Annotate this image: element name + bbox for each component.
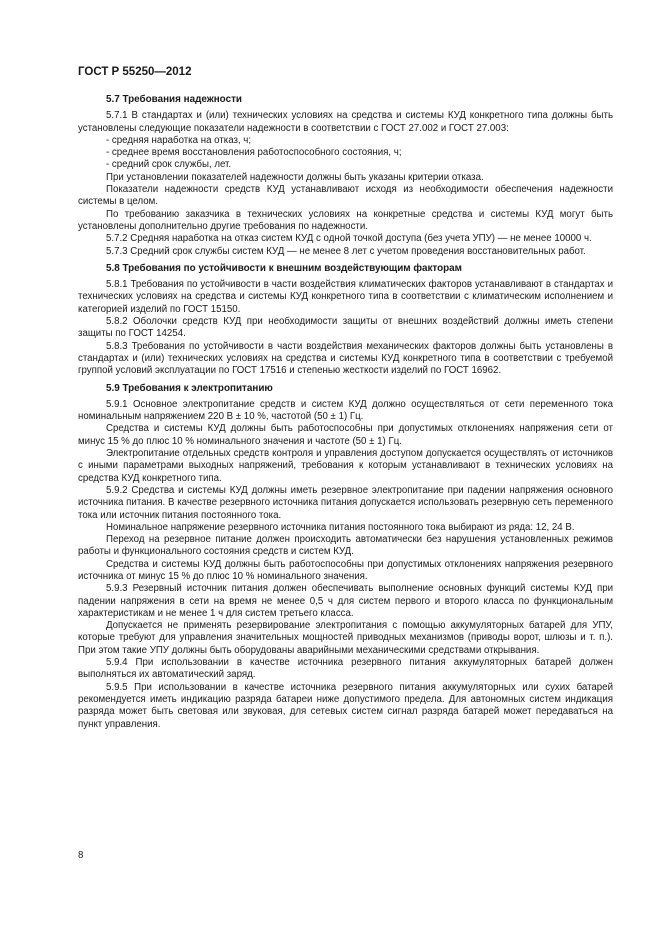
paragraph: Допускается не применять резервирование электропитания с помощью аккумуляторных батарей для УПУ, которые требуют для управления значительных мощностей приводных механизмов (приводы ворот, шлюзы и т. п.). При этом такие УПУ должны быть оборудованы аварийными механическими средствами открывания. [78,620,613,656]
list-item: - средний срок службы, лет. [106,159,232,171]
paragraph: 5.8.2 Оболочки средств КУД при необходимости защиты от внешних воздействий должны иметь степени защиты по ГОСТ 14254. [78,316,613,340]
paragraph: 5.8.1 Требования по устойчивости в части воздействия климатических факторов устанавливают в стандартах и технических условиях на средства и системы КУД конкретного типа в соответствии с климатическим исполнением и категорией изделий по ГОСТ 15150. [78,279,613,315]
page-number: 8 [78,850,84,861]
paragraph: 5.8.3 Требования по устойчивости в части воздействия механических факторов должны быть установлены в стандартах и (или) технических условиях на средства и системы КУД конкретного типа в соответствии с требуемой группой условий эксплуатации по ГОСТ 17516 и степенью жесткости изделий по ГОСТ 16962. [78,340,613,377]
paragraph: При установлении показателей надежности должны быть указаны критерии отказа. [106,171,484,183]
paragraph: Средства и системы КУД должны быть работоспособны при допустимых отклонениях напряжения резервного источника от минус 15 % до плюс 10 % номинального значения. [78,558,613,582]
section-heading-5-9: 5.9 Требования к электропитанию [106,382,273,394]
paragraph: По требованию заказчика в технических условиях на конкретные средства и системы КУД могут быть установлены дополнительно другие требования по надежности. [78,208,613,232]
paragraph: 5.7.3 Средний срок службы систем КУД — не менее 8 лет с учетом проведения восстановительных работ. [106,245,586,257]
paragraph: Электропитание отдельных средств контроля и управления доступом допускается осуществлять от источников с иными параметрами выходных напряжений, требования к которым устанавливают в технических условиях на средства КУД конкретного типа. [78,448,613,484]
paragraph: Показатели надежности средств КУД устанавливают исходя из необходимости обеспечения надежности системы в целом. [78,184,613,208]
paragraph: Переход на резервное питание должен происходить автоматически без нарушения установленных режимов работы и функционального состояния средств и систем КУД. [78,534,613,558]
paragraph: Номинальное напряжение резервного источника питания постоянного тока выбирают из ряда: 12, 24 В. [106,521,575,533]
section-heading-5-8: 5.8 Требования по устойчивости к внешним воздействующим факторам [106,262,462,274]
paragraph: 5.9.3 Резервный источник питания должен обеспечивать выполнение основных функций системы КУД при падении напряжения в сети на время не менее 0,5 ч для систем первого и второго класса по функциональным характеристикам и не менее 1 ч для систем третьего класса. [78,583,613,619]
paragraph: 5.9.2 Средства и системы КУД должны иметь резервное электропитание при падении напряжения основного источника питания. В качестве резервного источника питания допускается использовать резервную сеть переменного тока или источник питания постоянного тока. [78,484,613,521]
list-item: - средняя наработка на отказ, ч; [106,134,252,146]
paragraph: 5.9.4 При использовании в качестве источника резервного питания аккумуляторных батарей должен выполняться их автоматический заряд. [78,657,613,681]
paragraph: 5.9.5 При использовании в качестве источника резервного питания аккумуляторных или сухих батарей рекомендуется иметь индикацию разряда батареи ниже допустимого предела. Для автономных систем индикация разряда может быть световая или звуковая, для сетевых систем сигнал разряда батарей может передаваться на пункт управления. [78,681,613,730]
list-item: - среднее время восстановления работоспособного состояния, ч; [106,147,402,159]
document-body [78,94,613,731]
paragraph: Средства и системы КУД должны быть работоспособны при допустимых отклонениях напряжения сети от минус 15 % до плюс 10 % номинального значения и частоте (50 ± 1) Гц. [78,423,613,447]
paragraph: 5.7.1 В стандартах и (или) технических условиях на средства и системы КУД конкретного типа должны быть установлены следующие показатели надежности в соответствии с ГОСТ 27.002 и ГОСТ 27.003: [78,110,613,134]
document-code-header: ГОСТ Р 55250—2012 [78,66,192,78]
section-heading-5-7: 5.7 Требования надежности [106,94,242,105]
paragraph: 5.9.1 Основное электропитание средств и систем КУД должно осуществляться от сети переменного тока номинальным напряжением 220 В ± 10 %, частотой (50 ± 1) Гц. [78,398,613,423]
paragraph: 5.7.2 Средняя наработка на отказ систем КУД с одной точкой доступа (без учета УПУ) — не менее 10000 ч. [106,233,592,245]
